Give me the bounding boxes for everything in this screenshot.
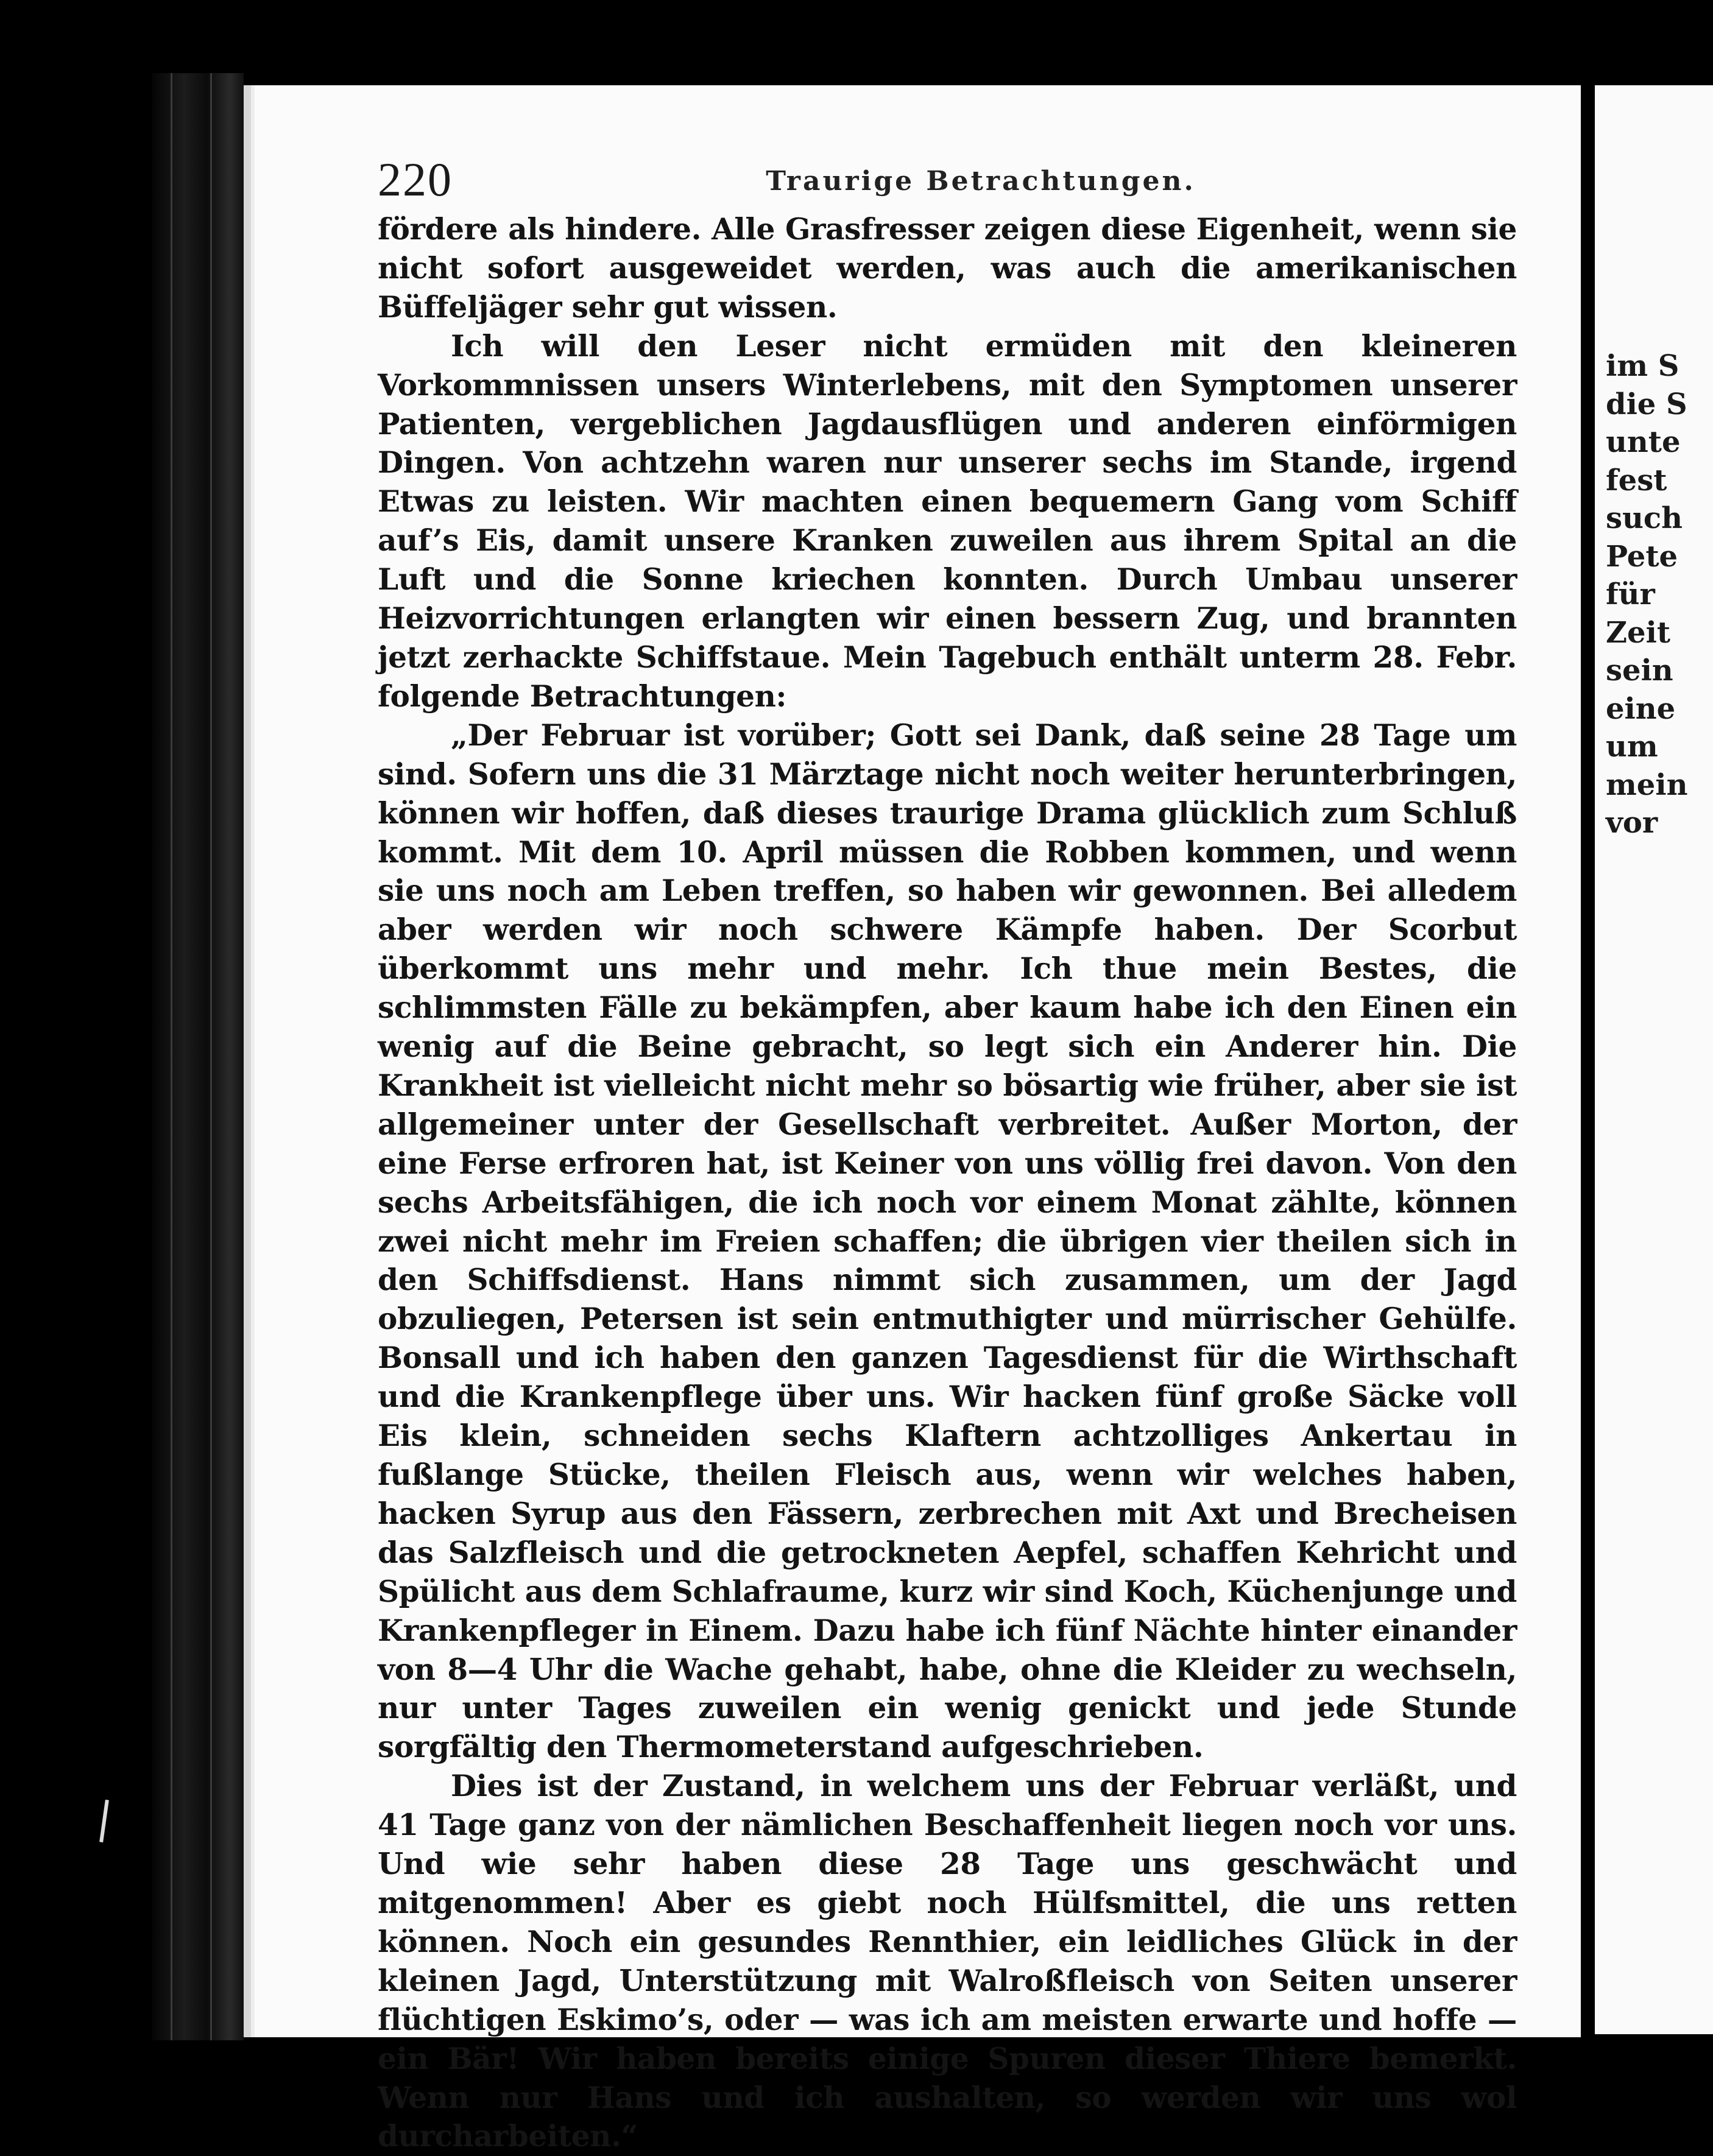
facing-line: eine bbox=[1606, 691, 1676, 726]
paragraph: Dies ist der Zustand, in welchem uns der Februar verläßt, und 41 Tage ganz von der nämlichen Beschaffenheit liegen noch vor uns. Und wie sehr haben diese 28 Tage uns geschwächt und mitgenommen! Aber es giebt noch Hülfsmittel, die uns retten können. Noch ein gesundes Rennthier, ein leidliches Glück in der kleinen Jagd, Unterstützung mit Walroßfleisch von Seiten unserer flüchtigen Eskimo’s, oder — was ich am meisten erwarte und hoffe — ein Bär! Wir haben bereits einige Spuren dieser Thiere bemerkt. Wenn nur Hans und ich aushalten, so werden wir uns wol durcharbeiten.“ bbox=[378, 1769, 1517, 2154]
facing-line: für bbox=[1606, 577, 1655, 611]
facing-line: Zeit bbox=[1606, 615, 1670, 650]
page-number: 220 bbox=[378, 153, 453, 206]
paragraph: „Der Februar ist vorüber; Gott sei Dank, daß seine 28 Tage um sind. Sofern uns die 31 Märztage nicht noch weiter herunterbringen, können wir hoffen, daß dieses traurige Drama glücklich zum Schluß kommt. Mit dem 10. April müssen die Robben kommen, und wenn sie uns noch am Leben treffen, so haben wir gewonnen. Bei alledem aber werden wir noch schwere Kämpfe haben. Der Scorbut überkommt uns mehr und mehr. Ich thue mein Bestes, die schlimmsten Fälle zu bekämpfen, aber kaum habe ich den Einen ein wenig auf die Beine gebracht, so legt sich ein Anderer hin. Die Krankheit ist vielleicht nicht mehr so bösartig wie früher, aber sie ist allgemeiner unter der Gesellschaft verbreitet. Außer Morton, der eine Ferse erfroren hat, ist Keiner von uns völlig frei davon. Von den sechs Arbeitsfähigen, die ich noch vor einem Monat zählte, können zwei nicht mehr im Freien schaffen; die übrigen vier theilen sich in den Schiffsdienst. Hans nimmt sich zusammen, um der Jagd obzuliegen, Petersen ist sein entmuthigter und mürrischer Gehülfe. Bonsall und ich haben den ganzen Tagesdienst für die Wirthschaft und die Krankenpflege über uns. Wir hacken fünf große Säcke voll Eis klein, schneiden sechs Klaftern achtzolliges Ankertau in fußlange Stücke, theilen Fleisch aus, wenn wir welches haben, hacken Syrup aus den Fässern, zerbrechen mit Axt und Brecheisen das Salzfleisch und die getrockneten Aepfel, schaffen Kehricht und Spülicht aus dem Schlafraume, kurz wir sind Koch, Küchenjunge und Krankenpfleger in Einem. Dazu habe ich fünf Nächte hinter einander von 8—4 Uhr die Wache gehabt, habe, ohne die Kleider zu wechseln, nur unter Tages zuweilen ein wenig genickt und jede Stunde sorgfältig den Thermometerstand aufgeschrieben. bbox=[378, 717, 1517, 1765]
margin-mark bbox=[99, 1800, 109, 1842]
running-head: Traurige Betrachtungen. bbox=[766, 166, 1196, 197]
facing-line: sein bbox=[1606, 653, 1673, 688]
facing-line: unte bbox=[1606, 425, 1681, 459]
facing-line: die S bbox=[1606, 387, 1687, 421]
facing-page-text bbox=[1606, 347, 1687, 842]
paragraph: fördere als hindere. Alle Grasfresser zeigen diese Eigenheit, wenn sie nicht sofort ausgeweidet werden, was auch die amerikanischen Büffeljäger sehr gut wissen. bbox=[378, 212, 1517, 325]
facing-line: mein bbox=[1606, 767, 1688, 802]
spine-edge bbox=[171, 73, 172, 2040]
facing-page bbox=[1595, 85, 1713, 2034]
facing-line: vor bbox=[1606, 806, 1658, 840]
body-text bbox=[378, 210, 1517, 2156]
facing-line: such bbox=[1606, 501, 1683, 535]
facing-line: im S bbox=[1606, 349, 1679, 383]
spine-edge bbox=[210, 73, 212, 2040]
page-header bbox=[378, 152, 1535, 207]
facing-line: fest bbox=[1606, 463, 1667, 498]
book-page bbox=[244, 85, 1581, 2154]
facing-line: Pete bbox=[1606, 539, 1678, 574]
book-spine bbox=[152, 73, 244, 2040]
paragraph: Ich will den Leser nicht ermüden mit den kleineren Vorkommnissen unsers Winterlebens, mit den Symptomen unserer Patienten, vergeblichen Jagdausflügen und anderen einförmigen Dingen. Von achtzehn waren nur unserer sechs im Stande, irgend Etwas zu leisten. Wir machten einen bequemern Gang vom Schiff auf’s Eis, damit unsere Kranken zuweilen aus ihrem Spital an die Luft und die Sonne kriechen konnten. Durch Umbau unserer Heizvorrichtungen erlangten wir einen bessern Zug, und brannten jetzt zerhackte Schiffstaue. Mein Tagebuch enthält unterm 28. Febr. folgende Betrachtungen: bbox=[378, 328, 1517, 714]
facing-line: um bbox=[1606, 730, 1658, 764]
